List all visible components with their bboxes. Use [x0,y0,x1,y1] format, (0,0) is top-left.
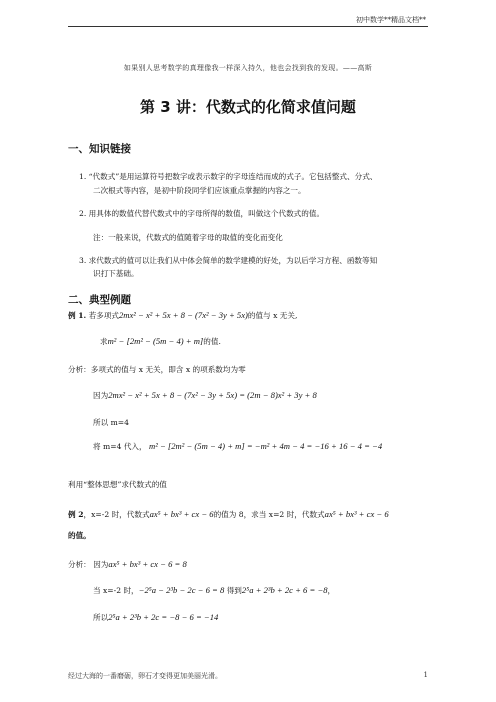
example-1-label: 例 1. [68,311,87,320]
example-2-get-expression: 2⁵a + 2³b + 2c + 6 = −8 [241,585,328,595]
example-2-text-b: 的值为 8，求当 x=2 时，代数式 [213,510,325,519]
example-2-so-expression: 2⁵a + 2³b + 2c = −8 − 6 = −14 [108,612,219,622]
section-heading-examples: 二、典型例题 [68,294,131,306]
knowledge-item-1-line-1: 1. “代数式”是用运算符号把数字或表示数字的字母连结而成的式子。它包括整式、分式、 [79,172,378,181]
example-2-so-label: 所以 [93,613,109,622]
example-2-expression-2: ax⁵ + bx³ + cx − 6 [324,509,389,519]
example-1-ask-post: 的值. [203,337,221,346]
knowledge-item-1-line-2: 二次根式等内容，是初中阶段同学们应该重点掌握的内容之一。 [93,186,306,195]
example-1-ask-expression: m² − [2m² − (5m − 4) + m] [107,336,204,346]
knowledge-note: 注：一般来说，代数式的值随着字母的取值的变化而变化 [93,233,283,242]
knowledge-item-2: 2. 用具体的数值代替代数式中的字母所得的数值，叫做这个代数式的值。 [79,209,325,218]
example-1-because: 因为 [93,391,109,400]
example-1-step-1-expression: 2mx² − x² + 5x + 8 − (7x² − 3y + 5x) = (2m − 8)x² + 3y + 8 [108,390,317,400]
example-1-substitute: 将 m=4 代入， [93,442,147,451]
example-1-step-2-expression: m² − [2m² − (5m − 4) + m] = −m² + 4m − 4 = −16 + 16 − 4 = −4 [149,441,383,451]
example-2-analysis [68,559,187,570]
example-2-line-2: 的值。 [68,531,91,540]
footer-motto: 经过大海的一番磨砺，卵石才变得更加美丽光滑。 [68,672,222,680]
example-2-text-a: ，x=-2 时，代数式 [83,510,150,519]
example-1-step-2 [93,441,382,452]
example-2-statement [68,509,389,520]
example-2-period: ， [327,586,336,595]
document-header-tag: 初中数学**精品文档** [356,16,426,24]
epigraph-quote: 如果别人思考数学的真理像我一样深入持久，他也会找到我的发现。——高斯 [123,64,373,72]
page-title: 第 3 讲：代数式的化简求值问题 [140,98,356,116]
knowledge-item-3-line-1: 3. 求代数式的值可以让我们从中体会简单的数学建模的好处，为以后学习方程、函数等知 [79,256,378,265]
knowledge-item-3-line-2: 识打下基础。 [93,269,139,278]
section-heading-knowledge: 一、知识链接 [68,143,131,155]
example-1-step-1 [93,390,317,401]
example-2-when-label: 当 x=-2 时， [93,586,139,595]
example-1-pre: 若多项式 [88,311,119,320]
example-2-get-label: 得到 [226,586,242,595]
whole-idea-heading: 利用“整体思想”求代数式的值 [68,480,167,489]
example-1-ask-pre: 求 [100,337,108,346]
example-2-expression-1: ax⁵ + bx³ + cx − 6 [149,509,214,519]
page-number: 1 [423,671,428,679]
example-1-ask [100,336,221,347]
example-2-analysis-label: 分析： 因为 [68,560,109,569]
example-2-analysis-expression: ax⁵ + bx³ + cx − 6 = 8 [108,559,187,569]
example-1-analysis: 分析：多项式的值与 x 无关，即含 x 的项系数均为零 [68,365,246,374]
example-2-when-expression: −2⁵a − 2³b − 2c − 6 = 8 [138,585,225,595]
example-1-post: 的值与 x 无关, [247,311,298,320]
example-1-statement [68,310,297,321]
example-1-expression: 2mx² − x² + 5x + 8 − (7x² − 3y + 5x) [118,310,248,320]
header-rule [68,26,428,27]
example-2-so [93,612,218,623]
example-2-when [93,585,335,596]
example-2-label: 例 2 [68,510,84,519]
example-1-so: 所以 m=4 [93,418,129,427]
